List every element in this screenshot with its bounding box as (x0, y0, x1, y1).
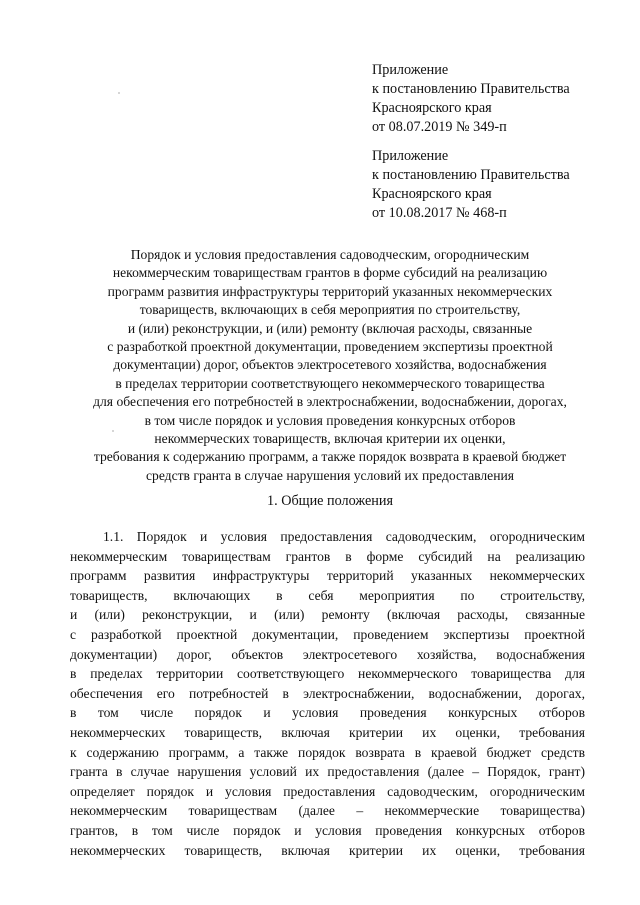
scan-speck (120, 858, 122, 860)
body-line: определяет порядок и условия предоставления садоводческим, огородническим (70, 783, 585, 799)
body-line: некоммерческим товариществам (далее – некоммерческие товарищества) (70, 803, 585, 819)
appendix-date-number: от 10.08.2017 № 468-п (372, 205, 507, 221)
appendix-region: Красноярского края (372, 186, 492, 202)
body-line: программ развития инфраструктуры территорий указанных некоммерческих (70, 568, 585, 584)
scan-speck (118, 92, 120, 94)
appendix-resolution: к постановлению Правительства (372, 81, 570, 97)
body-line: некоммерческим товариществам грантов в форме субсидий на реализацию (70, 548, 585, 564)
scan-speck (112, 430, 114, 432)
body-line: товариществ, включающих в себя мероприятия по строительству, (70, 587, 585, 603)
title-line: некоммерческим товариществам грантов в форме субсидий на реализацию (112, 265, 548, 281)
title-line: Порядок и условия предоставления садоводческим, огородническим (130, 247, 530, 262)
body-line: с разработкой проектной документации, проведением экспертизы проектной (70, 626, 585, 642)
appendix-block-current (372, 61, 622, 137)
title-line: для обеспечения его потребностей в электроснабжении, водоснабжении, дорогах, (93, 394, 567, 410)
title-line: средств гранта в случае нарушения условий их предоставления (145, 467, 515, 483)
paragraph-1-1 (70, 527, 585, 860)
body-line: документации) дорог, объектов электросетевого хозяйства, водоснабжения (70, 646, 585, 662)
appendix-label: Приложение (372, 62, 449, 78)
title-line: в пределах территории соответствующего некоммерческого товарищества (115, 375, 545, 391)
body-line: некоммерческих товариществ, включая критерии их оценки, требования (70, 724, 585, 740)
appendix-region: Красноярского края (372, 100, 492, 116)
body-line: грантов, в том числе порядок и условия проведения конкурсных отборов (70, 822, 585, 838)
title-line: и (или) реконструкции, и (или) ремонту (включая расходы, связанные (127, 320, 533, 336)
body-line: гранта в случае нарушения условий их предоставления (далее – Порядок, грант) (70, 764, 585, 780)
body-line: 1.1. Порядок и условия предоставления садоводческим, огородническим (103, 529, 585, 544)
body-line: к содержанию программ, а также порядок возврата в краевой бюджет средств (70, 744, 585, 760)
title-line: программ развития инфраструктуры территорий указанных некоммерческих (107, 283, 553, 299)
body-line: некоммерческих товариществ, включая критерии их оценки, требования (70, 842, 585, 858)
body-line: в том числе порядок и условия проведения конкурсных отборов (70, 705, 585, 721)
appendix-resolution: к постановлению Правительства (372, 167, 570, 183)
section-heading: 1. Общие положения (267, 493, 393, 509)
title-line: документации) дорог, объектов электросетевого хозяйства, водоснабжения (113, 357, 547, 373)
body-line: и (или) реконструкции, и (или) ремонту (включая расходы, связанные (70, 607, 585, 623)
title-line: требования к содержанию программ, а также порядок возврата в краевой бюджет (93, 449, 567, 465)
appendix-block-original (372, 147, 622, 223)
document-title (60, 246, 600, 485)
title-line: с разработкой проектной документации, проведением экспертизы проектной (107, 339, 553, 355)
title-line: некоммерческих товариществ, включая критерии их оценки, (154, 431, 506, 447)
title-line: товариществ, включающих в себя мероприятия по строительству, (139, 302, 521, 318)
body-line: в пределах территории соответствующего некоммерческого товарищества для (70, 666, 585, 682)
body-line: обеспечения его потребностей в электроснабжении, водоснабжении, дорогах, (70, 685, 585, 701)
appendix-date-number: от 08.07.2019 № 349-п (372, 119, 507, 135)
appendix-label: Приложение (372, 148, 449, 164)
title-line: в том числе порядок и условия проведения конкурсных отборов (144, 412, 516, 428)
